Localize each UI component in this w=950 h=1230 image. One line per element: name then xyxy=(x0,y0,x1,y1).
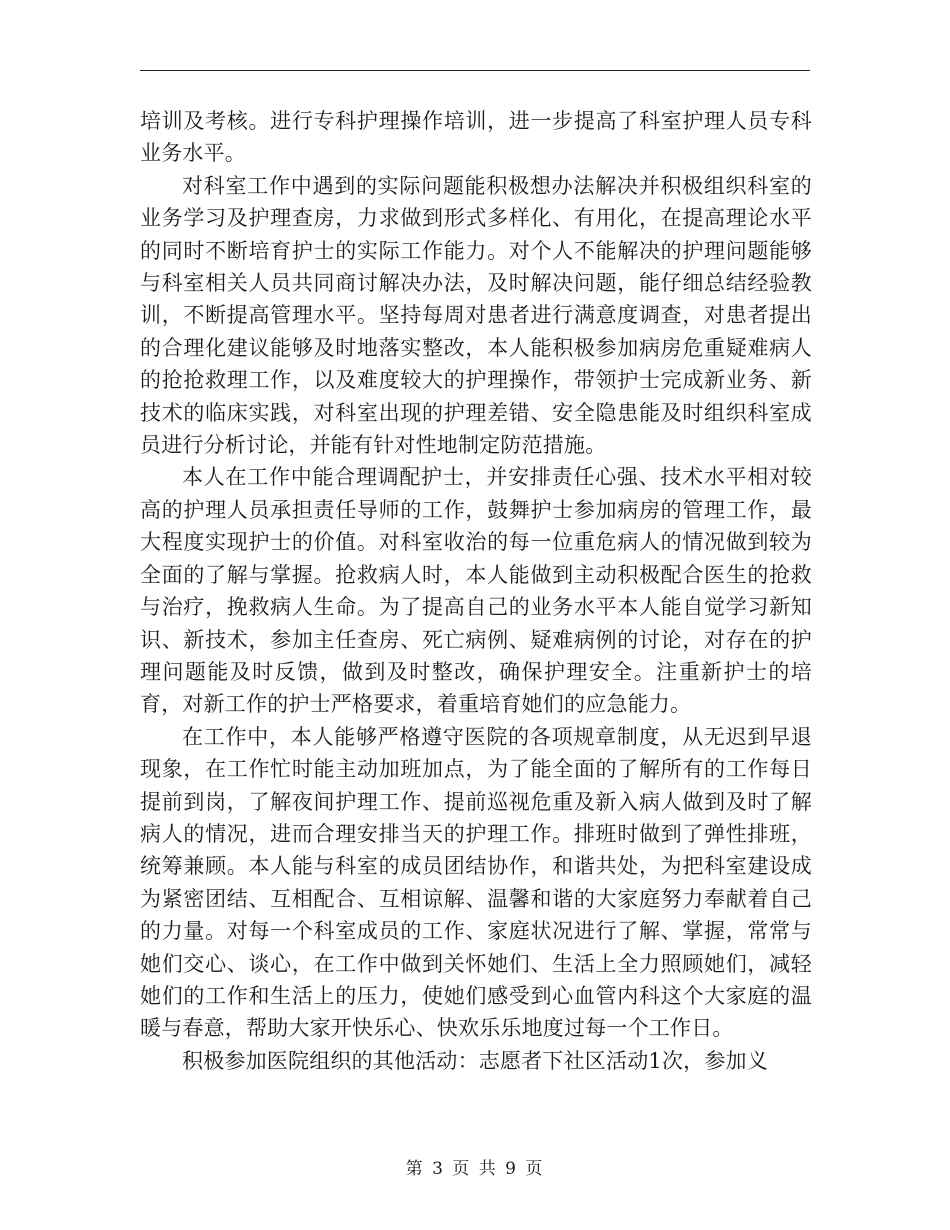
paragraph-2: 对科室工作中遇到的实际问题能积极想办法解决并积极组织科室的业务学习及护理查房，力求做到形式多样化、有用化，在提高理论水平的同时不断培育护士的实际工作能力。对个人不能解决的护理问题能够与科室相关人员共同商讨解决办法，及时解决问题，能仔细总结经验教训，不断提高管理水平。坚持每周对患者进行满意度调查，对患者提出的合理化建议能够及时地落实整改，本人能积极参加病房危重疑难病人的抢抢救理工作，以及难度较大的护理操作，带领护士完成新业务、新技术的临床实践，对科室出现的护理差错、安全隐患能及时组织科室成员进行分析讨论，并能有针对性地制定防范措施。 xyxy=(140,173,812,458)
page-number-footer: 第 3 页 共 9 页 xyxy=(405,1159,545,1179)
header-rule xyxy=(140,70,810,71)
document-body xyxy=(140,105,812,1077)
paragraph-3: 本人在工作中能合理调配护士，并安排责任心强、技术水平相对较高的护理人员承担责任导师的工作，鼓舞护士参加病房的管理工作，最大程度实现护士的价值。对科室收治的每一位重危病人的情况做到较为全面的了解与掌握。抢救病人时，本人能做到主动积极配合医生的抢救与治疗，挽救病人生命。为了提高自己的业务水平本人能自觉学习新知识、新技术，参加主任查房、死亡病例、疑难病例的讨论，对存在的护理问题能及时反馈，做到及时整改，确保护理安全。注重新护士的培育，对新工作的护士严格要求，着重培育她们的应急能力。 xyxy=(140,465,812,717)
paragraph-4: 在工作中，本人能够严格遵守医院的各项规章制度，从无迟到早退现象，在工作忙时能主动加班加点，为了能全面的了解所有的工作每日提前到岗，了解夜间护理工作、提前巡视危重及新入病人做到及时了解病人的情况，进而合理安排当天的护理工作。排班时做到了弹性排班，统筹兼顾。本人能与科室的成员团结协作，和谐共处，为把科室建设成为紧密团结、互相配合、互相谅解、温馨和谐的大家庭努力奉献着自己的力量。对每一个科室成员的工作、家庭状况进行了解、掌握，常常与她们交心、谈心，在工作中做到关怀她们、生活上全力照顾她们，减轻她们的工作和生活上的压力，使她们感受到心血管内科这个大家庭的温暖与春意，帮助大家开快乐心、快欢乐乐地度过每一个工作日。 xyxy=(140,724,812,1041)
paragraph-1: 培训及考核。进行专科护理操作培训，进一步提高了科室护理人员专科业务水平。 xyxy=(140,109,812,166)
paragraph-5: 积极参加医院组织的其他活动：志愿者下社区活动1次，参加义 xyxy=(182,1048,768,1073)
